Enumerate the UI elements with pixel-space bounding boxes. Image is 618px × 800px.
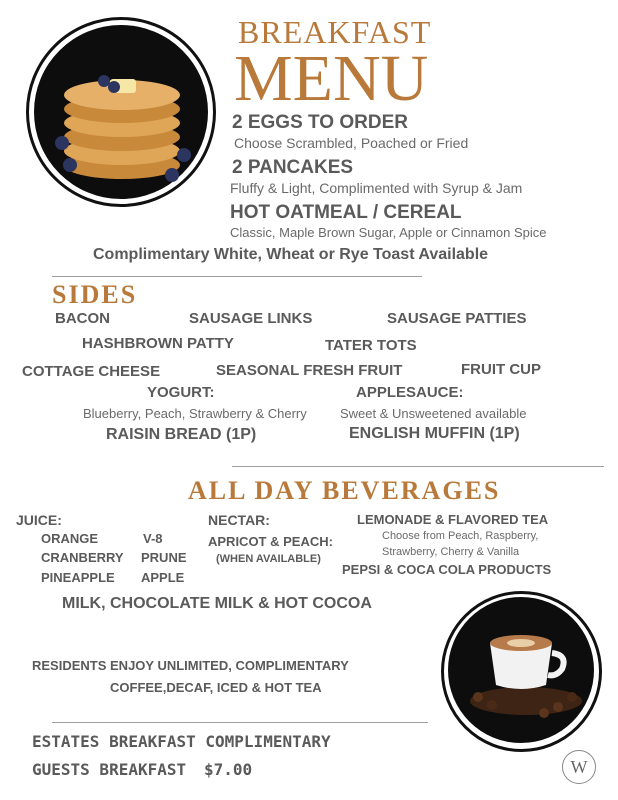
juice-prune: PRUNE [141,550,187,565]
divider-beverages [232,466,604,467]
item-pancakes-name: 2 PANCAKES [232,157,354,178]
side-hashbrown: HASHBROWN PATTY [82,335,234,352]
coffee-cup-icon [448,597,594,743]
side-sausage-links: SAUSAGE LINKS [189,310,313,327]
nectar-note: (WHEN AVAILABLE) [216,553,321,565]
side-applesauce-desc: Sweet & Unsweetened available [340,406,527,421]
residents-line-2: COFFEE,DECAF, ICED & HOT TEA [110,680,322,695]
side-sausage-patties: SAUSAGE PATTIES [387,310,527,327]
logo-w-icon [562,750,596,784]
side-applesauce: APPLESAUCE: [356,384,464,401]
side-yogurt: YOGURT: [147,384,215,401]
nectar-flavors: APRICOT & PEACH: [208,534,333,549]
side-bacon: BACON [55,310,110,327]
coffee-image [448,597,594,743]
residents-line-1: RESIDENTS ENJOY UNLIMITED, COMPLIMENTARY [32,658,349,673]
item-eggs-desc: Choose Scrambled, Poached or Fried [234,135,469,151]
juice-pineapple: PINEAPPLE [41,570,115,585]
juice-cranberry: CRANBERRY [41,550,124,565]
side-english-muffin: ENGLISH MUFFIN (1P) [349,425,520,442]
divider-sides [52,276,422,277]
side-tater-tots: TATER TOTS [325,337,417,354]
beverages-heading: ALL DAY BEVERAGES [188,476,501,505]
juice-orange: ORANGE [41,531,99,546]
toast-note: Complimentary White, Wheat or Rye Toast Available [93,246,489,263]
milk-options: MILK, CHOCOLATE MILK & HOT COCOA [62,595,372,612]
juice-label: JUICE: [16,512,62,528]
side-seasonal-fruit: SEASONAL FRESH FRUIT [216,362,403,379]
lemonade-desc-1: Choose from Peach, Raspberry, [382,530,539,542]
lemonade-title: LEMONADE & FLAVORED TEA [357,512,549,527]
side-fruit-cup: FRUIT CUP [461,361,541,378]
item-oatmeal-desc: Classic, Maple Brown Sugar, Apple or Cinnamon Spice [230,225,547,240]
nectar-label: NECTAR: [208,512,270,528]
juice-v8: V-8 [143,531,163,546]
soda-products: PEPSI & COCA COLA PRODUCTS [342,562,552,577]
item-eggs-name: 2 EGGS TO ORDER [232,112,408,133]
pancake-image [34,25,208,199]
side-yogurt-desc: Blueberry, Peach, Strawberry & Cherry [83,406,307,421]
side-cottage-cheese: COTTAGE CHEESE [22,363,161,380]
juice-apple: APPLE [141,570,185,585]
sides-heading: SIDES [52,280,138,309]
side-raisin-bread: RAISIN BREAD (1P) [106,426,257,443]
guests-breakfast-price: $7.00 [204,760,253,779]
lemonade-desc-2: Strawberry, Cherry & Vanilla [382,546,520,558]
title-breakfast: BREAKFAST [238,14,432,50]
divider-footer [52,722,428,723]
guests-breakfast-label: GUESTS BREAKFAST [32,760,187,779]
pancake-stack-icon [34,25,208,199]
logo-letter: W [570,757,588,777]
estates-breakfast: ESTATES BREAKFAST COMPLIMENTARY [32,732,331,751]
item-pancakes-desc: Fluffy & Light, Complimented with Syrup & Jam [230,180,523,196]
item-oatmeal-name: HOT OATMEAL / CEREAL [230,202,462,223]
title-menu: MENU [234,42,429,115]
